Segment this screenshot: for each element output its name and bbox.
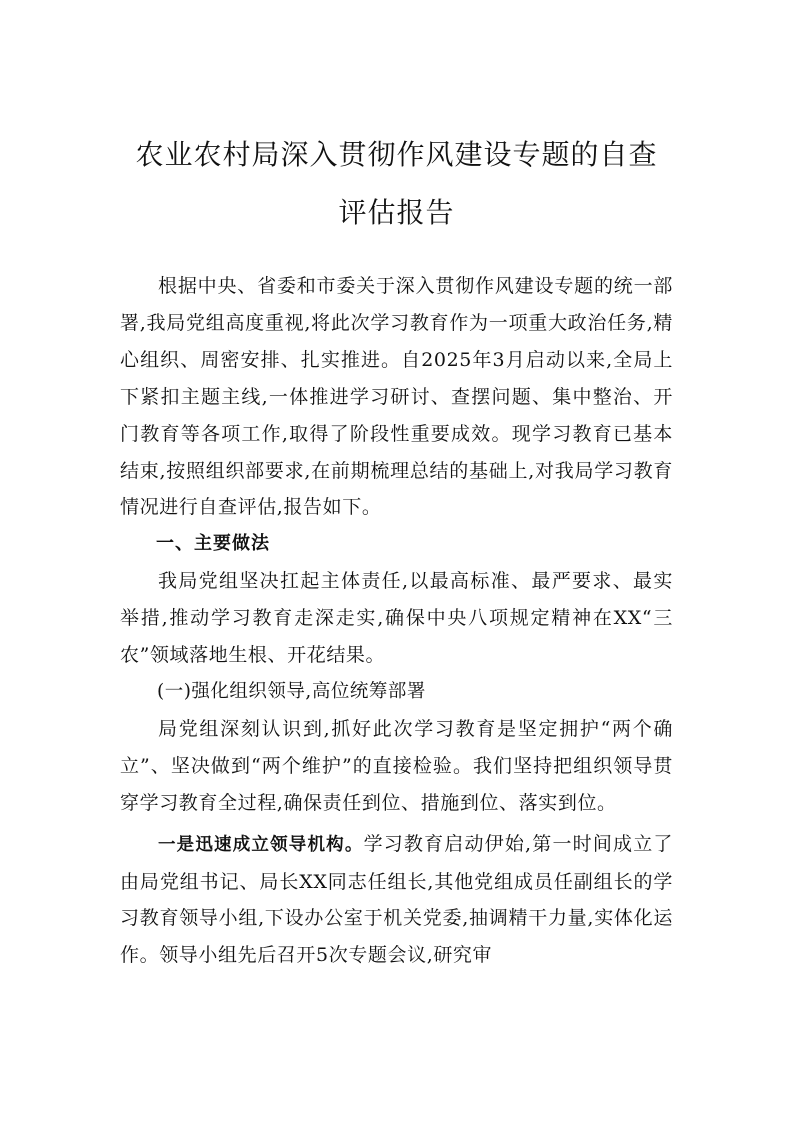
document-body bbox=[120, 268, 673, 974]
point-paragraph bbox=[120, 826, 673, 975]
point-lead-text: 一是迅速成立领导机构。 bbox=[158, 834, 364, 855]
point-body-text: 学习教育启动伊始,第一时间成立了由局党组书记、局长XX同志任组长,其他党组成员任副组长的学习教育领导小组,下设办公室于机关党委,抽调精干力量,实体化运作。领导小组先后召开5次专题会议,研究审 bbox=[120, 832, 674, 967]
subsection-heading-organization: (一)强化组织领导,高位统筹部署 bbox=[157, 680, 426, 702]
section-paragraph: 我局党组坚决扛起主体责任,以最高标准、最严要求、最实举措,推动学习教育走深走实,确保中央八项规定精神在XX“三农”领域落地生根、开花结果。 bbox=[120, 570, 673, 667]
document-title-line-1: 农业农村局深入贯彻作风建设专题的自查 bbox=[135, 138, 658, 171]
subsection-paragraph: 局党组深刻认识到,抓好此次学习教育是坚定拥护“两个确立”、坚决做到“两个维护”的直接检验。我们坚持把组织领导贯穿学习教育全过程,确保责任到位、措施到位、落实到位。 bbox=[120, 717, 673, 814]
intro-paragraph: 根据中央、省委和市委关于深入贯彻作风建设专题的统一部署,我局党组高度重视,将此次学习教育作为一项重大政治任务,精心组织、周密安排、扎实推进。自2025年3月启动以来,全局上下紧扣主题主线,一体推进学习研讨、查摆问题、集中整治、开门教育等各项工作,取得了阶段性重要成效。现学习教育已基本结束,按照组织部要求,在前期梳理总结的基础上,对我局学习教育情况进行自查评估,报告如下。 bbox=[120, 275, 673, 519]
section-heading-main-practices: 一、主要做法 bbox=[156, 533, 270, 555]
document-title-line-2: 评估报告 bbox=[338, 196, 455, 229]
